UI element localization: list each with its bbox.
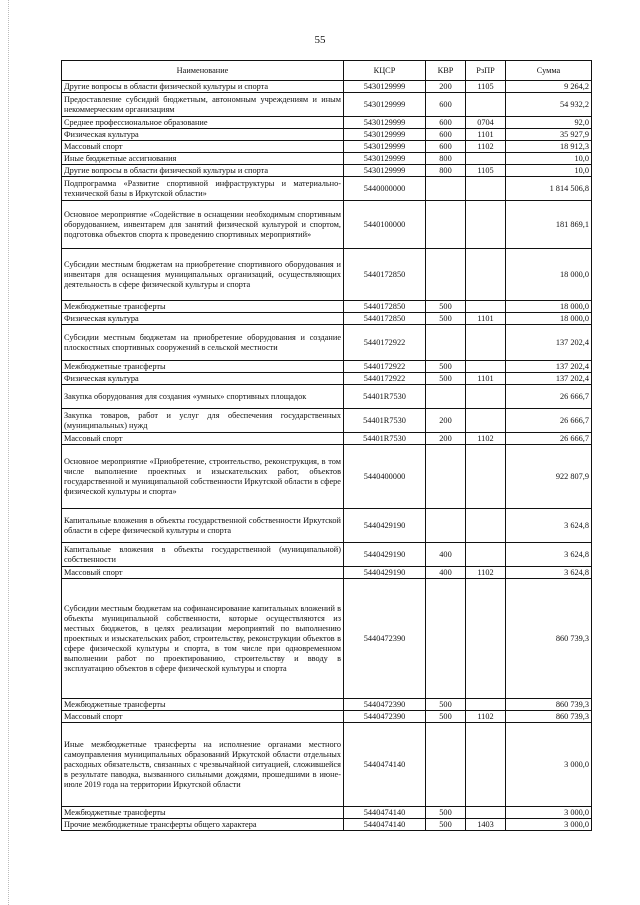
row-rzpr-cell: 1102 [466,567,506,579]
table-row [62,129,592,141]
row-kcsr-cell: 5440474140 [344,723,426,807]
table-row [62,433,592,445]
row-kcsr-cell: 5440474140 [344,807,426,819]
row-name-cell: Капитальные вложения в объекты государственной (муниципальной) собственности [62,543,344,567]
header-kcsr: КЦСР [344,61,426,81]
table-row [62,361,592,373]
row-rzpr-cell: 1102 [466,433,506,445]
row-sum-cell: 26 666,7 [506,385,592,409]
row-kcsr-cell: 5430129999 [344,117,426,129]
table-row [62,509,592,543]
row-kcsr-cell: 54401R7530 [344,409,426,433]
row-kcsr-cell: 5440472390 [344,579,426,699]
row-kcsr-cell: 5430129999 [344,153,426,165]
row-sum-cell: 860 739,3 [506,711,592,723]
row-name-cell: Основное мероприятие «Приобретение, строительство, реконструкция, в том числе выполнение проектных и изыскательских работ, объектов государственной и муниципальной собственности Иркутской области в сфере физической культуры и спорта» [62,445,344,509]
row-name-cell: Массовый спорт [62,141,344,153]
row-kvr-cell: 600 [426,93,466,117]
table-row [62,153,592,165]
row-kcsr-cell: 5440400000 [344,445,426,509]
row-kcsr-cell: 5440000000 [344,177,426,201]
table-row [62,301,592,313]
row-rzpr-cell [466,723,506,807]
table-row [62,567,592,579]
budget-table-wrapper [61,60,591,831]
row-kvr-cell: 200 [426,81,466,93]
row-name-cell: Прочие межбюджетные трансферты общего характера [62,819,344,831]
row-rzpr-cell [466,301,506,313]
budget-table [61,60,592,831]
row-kvr-cell [426,325,466,361]
row-rzpr-cell [466,153,506,165]
row-sum-cell: 18 000,0 [506,313,592,325]
table-row [62,409,592,433]
page-edge-marks [0,0,9,905]
row-rzpr-cell [466,807,506,819]
table-row [62,201,592,249]
row-rzpr-cell [466,325,506,361]
row-kcsr-cell: 5440474140 [344,819,426,831]
row-name-cell: Среднее профессиональное образование [62,117,344,129]
row-sum-cell: 10,0 [506,165,592,177]
row-kvr-cell [426,201,466,249]
row-name-cell: Субсидии местным бюджетам на приобретение оборудования и создание плоскостных спортивных сооружений в сельской местности [62,325,344,361]
row-kcsr-cell: 5440472390 [344,699,426,711]
row-name-cell: Массовый спорт [62,711,344,723]
row-sum-cell: 54 932,2 [506,93,592,117]
table-row [62,711,592,723]
row-rzpr-cell: 1101 [466,313,506,325]
row-rzpr-cell: 1102 [466,711,506,723]
row-kvr-cell: 400 [426,567,466,579]
table-header-row [62,61,592,81]
row-kcsr-cell: 5440429190 [344,509,426,543]
table-row [62,373,592,385]
row-rzpr-cell [466,93,506,117]
header-name: Наименование [62,61,344,81]
row-sum-cell: 35 927,9 [506,129,592,141]
row-kvr-cell: 600 [426,141,466,153]
row-kvr-cell [426,249,466,301]
table-row [62,819,592,831]
row-rzpr-cell [466,201,506,249]
row-kvr-cell [426,177,466,201]
row-kvr-cell: 400 [426,543,466,567]
row-rzpr-cell [466,543,506,567]
row-name-cell: Массовый спорт [62,567,344,579]
row-kvr-cell: 500 [426,711,466,723]
row-kvr-cell [426,509,466,543]
row-kvr-cell: 500 [426,313,466,325]
row-kvr-cell [426,579,466,699]
row-kcsr-cell: 54401R7530 [344,433,426,445]
row-name-cell: Межбюджетные трансферты [62,807,344,819]
row-name-cell: Другие вопросы в области физической культуры и спорта [62,81,344,93]
row-kcsr-cell: 5430129999 [344,81,426,93]
table-row [62,165,592,177]
row-sum-cell: 10,0 [506,153,592,165]
table-row [62,445,592,509]
row-name-cell: Межбюджетные трансферты [62,301,344,313]
row-rzpr-cell: 1101 [466,373,506,385]
row-kcsr-cell: 5440100000 [344,201,426,249]
row-sum-cell: 3 000,0 [506,807,592,819]
row-rzpr-cell [466,249,506,301]
row-name-cell: Иные бюджетные ассигнования [62,153,344,165]
row-sum-cell: 3 624,8 [506,509,592,543]
row-rzpr-cell: 1105 [466,81,506,93]
table-row [62,699,592,711]
table-row [62,543,592,567]
row-rzpr-cell [466,579,506,699]
row-name-cell: Межбюджетные трансферты [62,699,344,711]
row-kvr-cell [426,723,466,807]
row-sum-cell: 92,0 [506,117,592,129]
row-sum-cell: 137 202,4 [506,361,592,373]
table-row [62,81,592,93]
table-row [62,93,592,117]
row-name-cell: Межбюджетные трансферты [62,361,344,373]
table-row [62,579,592,699]
header-kvr: КВР [426,61,466,81]
row-name-cell: Закупка товаров, работ и услуг для обеспечения государственных (муниципальных) нужд [62,409,344,433]
table-row [62,117,592,129]
row-kcsr-cell: 5440172850 [344,249,426,301]
row-sum-cell: 26 666,7 [506,409,592,433]
row-rzpr-cell: 1102 [466,141,506,153]
table-body [62,81,592,831]
table-row [62,313,592,325]
row-kvr-cell: 500 [426,699,466,711]
table-row [62,807,592,819]
row-kcsr-cell: 5440172922 [344,325,426,361]
row-rzpr-cell [466,177,506,201]
table-row [62,177,592,201]
row-sum-cell: 860 739,3 [506,699,592,711]
row-kvr-cell: 800 [426,153,466,165]
row-kcsr-cell: 5440172850 [344,313,426,325]
row-kvr-cell: 600 [426,117,466,129]
row-sum-cell: 3 000,0 [506,723,592,807]
row-name-cell: Массовый спорт [62,433,344,445]
row-kcsr-cell: 5430129999 [344,165,426,177]
row-kcsr-cell: 5440172850 [344,301,426,313]
row-rzpr-cell: 1105 [466,165,506,177]
page-number: 55 [314,34,326,46]
row-kvr-cell: 500 [426,361,466,373]
row-kcsr-cell: 5440172922 [344,361,426,373]
row-sum-cell: 18 000,0 [506,301,592,313]
row-rzpr-cell: 0704 [466,117,506,129]
row-kvr-cell [426,385,466,409]
row-kcsr-cell: 5440472390 [344,711,426,723]
row-sum-cell: 181 869,1 [506,201,592,249]
row-rzpr-cell [466,445,506,509]
table-row [62,385,592,409]
row-name-cell: Предоставление субсидий бюджетным, автономным учреждениям и иным некоммерческим организациям [62,93,344,117]
row-rzpr-cell: 1403 [466,819,506,831]
row-name-cell: Основное мероприятие «Содействие в оснащении необходимым спортивным оборудованием, инвентарем для занятий физической культурой и спортом, подготовка объектов спорта к проведению спортивных мероприятий» [62,201,344,249]
row-sum-cell: 922 807,9 [506,445,592,509]
row-kcsr-cell: 5440429190 [344,567,426,579]
row-sum-cell: 137 202,4 [506,373,592,385]
row-name-cell: Подпрограмма «Развитие спортивной инфраструктуры и материально- технической базы в Иркутской области» [62,177,344,201]
row-kvr-cell: 500 [426,301,466,313]
row-kvr-cell: 600 [426,129,466,141]
row-kvr-cell: 200 [426,433,466,445]
table-row [62,723,592,807]
row-kvr-cell: 800 [426,165,466,177]
table-row [62,325,592,361]
row-name-cell: Другие вопросы в области физической культуры и спорта [62,165,344,177]
row-sum-cell: 3 624,8 [506,567,592,579]
row-kcsr-cell: 5440429190 [344,543,426,567]
row-sum-cell: 1 814 506,8 [506,177,592,201]
row-name-cell: Иные межбюджетные трансферты на исполнение органами местного самоуправления муниципальных образований Иркутской области отдельных расходных обязательств, связанных с чрезвычайной ситуацией, сложившейся в результате паводка, вызванного сильными дождями, прошедшими в июне-июле 2019 года на территории Иркутской области [62,723,344,807]
row-kcsr-cell: 5430129999 [344,141,426,153]
row-kcsr-cell: 5430129999 [344,93,426,117]
row-kvr-cell: 500 [426,373,466,385]
row-sum-cell: 137 202,4 [506,325,592,361]
row-name-cell: Капитальные вложения в объекты государственной собственности Иркутской области в сфере физической культуры и спорта [62,509,344,543]
row-kvr-cell: 200 [426,409,466,433]
row-sum-cell: 9 264,2 [506,81,592,93]
header-rzpr: РзПР [466,61,506,81]
row-name-cell: Физическая культура [62,373,344,385]
row-sum-cell: 860 739,3 [506,579,592,699]
row-name-cell: Физическая культура [62,129,344,141]
row-sum-cell: 18 912,3 [506,141,592,153]
row-kcsr-cell: 5430129999 [344,129,426,141]
table-row [62,141,592,153]
row-sum-cell: 3 624,8 [506,543,592,567]
row-sum-cell: 18 000,0 [506,249,592,301]
row-rzpr-cell [466,385,506,409]
row-name-cell: Физическая культура [62,313,344,325]
row-rzpr-cell [466,509,506,543]
row-name-cell: Субсидии местным бюджетам на софинансирование капитальных вложений в объекты муниципальной собственности, которые осуществляются из местных бюджетов, в целях реализации мероприятий по выполнению проектных и изыскательских работ, строительству, реконструкции объектов в сфере физической культуры и спорта, в том числе при одновременном выполнении работ по проектированию, строительству и вводу в эксплуатацию объектов в сфере физической культуры и спорта [62,579,344,699]
row-name-cell: Субсидии местным бюджетам на приобретение спортивного оборудования и инвентаря для оснащения муниципальных организаций, осуществляющих деятельность в сфере физической культуры и спорта [62,249,344,301]
row-rzpr-cell: 1101 [466,129,506,141]
row-kcsr-cell: 5440172922 [344,373,426,385]
row-kvr-cell: 500 [426,819,466,831]
row-kvr-cell: 500 [426,807,466,819]
row-kcsr-cell: 54401R7530 [344,385,426,409]
row-sum-cell: 26 666,7 [506,433,592,445]
row-sum-cell: 3 000,0 [506,819,592,831]
row-name-cell: Закупка оборудования для создания «умных» спортивных площадок [62,385,344,409]
row-kvr-cell [426,445,466,509]
row-rzpr-cell [466,699,506,711]
row-rzpr-cell [466,409,506,433]
header-sum: Сумма [506,61,592,81]
row-rzpr-cell [466,361,506,373]
table-row [62,249,592,301]
